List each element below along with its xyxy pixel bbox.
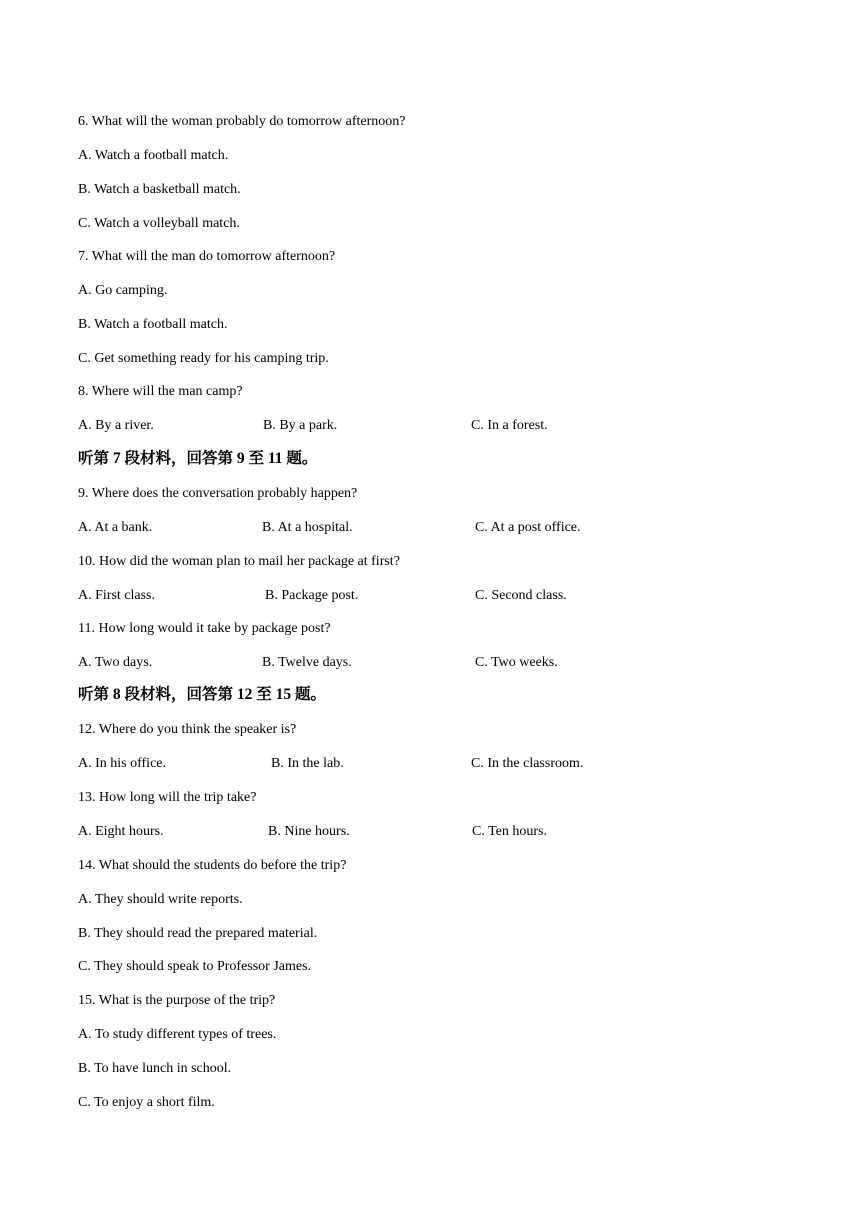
question-11-option-c: C. Two weeks. (475, 655, 558, 670)
question-8: 8. Where will the man camp? (78, 384, 243, 399)
question-6-option-c: C. Watch a volleyball match. (78, 216, 240, 231)
question-9-option-b: B. At a hospital. (262, 520, 353, 535)
question-14-option-a: A. They should write reports. (78, 892, 243, 907)
question-10: 10. How did the woman plan to mail her package at first? (78, 554, 400, 569)
question-11-option-a: A. Two days. (78, 655, 153, 670)
question-13-option-c: C. Ten hours. (472, 824, 547, 839)
question-13: 13. How long will the trip take? (78, 790, 257, 805)
question-6-option-b: B. Watch a basketball match. (78, 182, 241, 197)
question-12-option-c: C. In the classroom. (471, 756, 584, 771)
question-7-option-c: C. Get something ready for his camping trip. (78, 351, 329, 366)
question-15: 15. What is the purpose of the trip? (78, 993, 276, 1008)
question-7-option-b: B. Watch a football match. (78, 317, 228, 332)
question-14-option-b: B. They should read the prepared material. (78, 926, 318, 941)
question-9-option-c: C. At a post office. (475, 520, 581, 535)
question-15-option-b: B. To have lunch in school. (78, 1061, 232, 1076)
section-8-heading: 听第 8 段材料，回答第 12 至 15 题。 (78, 686, 327, 703)
question-8-option-a: A. By a river. (78, 418, 154, 433)
question-13-option-b: B. Nine hours. (268, 824, 350, 839)
question-11-option-b: B. Twelve days. (262, 655, 352, 670)
question-9: 9. Where does the conversation probably happen? (78, 486, 358, 501)
question-8-option-b: B. By a park. (263, 418, 338, 433)
question-13-option-a: A. Eight hours. (78, 824, 164, 839)
question-15-option-c: C. To enjoy a short film. (78, 1095, 215, 1110)
question-12: 12. Where do you think the speaker is? (78, 722, 297, 737)
question-12-option-b: B. In the lab. (271, 756, 344, 771)
section-7-heading: 听第 7 段材料，回答第 9 至 11 题。 (78, 450, 318, 467)
question-11: 11. How long would it take by package post? (78, 621, 331, 636)
question-10-option-b: B. Package post. (265, 588, 359, 603)
question-14: 14. What should the students do before the trip? (78, 858, 347, 873)
question-6: 6. What will the woman probably do tomorrow afternoon? (78, 114, 406, 129)
question-7-option-a: A. Go camping. (78, 283, 168, 298)
question-6-option-a: A. Watch a football match. (78, 148, 229, 163)
question-8-option-c: C. In a forest. (471, 418, 548, 433)
question-12-option-a: A. In his office. (78, 756, 166, 771)
question-9-option-a: A. At a bank. (78, 520, 153, 535)
question-7: 7. What will the man do tomorrow afternoon? (78, 249, 336, 264)
question-10-option-a: A. First class. (78, 588, 155, 603)
question-10-option-c: C. Second class. (475, 588, 567, 603)
question-15-option-a: A. To study different types of trees. (78, 1027, 277, 1042)
question-14-option-c: C. They should speak to Professor James. (78, 959, 312, 974)
